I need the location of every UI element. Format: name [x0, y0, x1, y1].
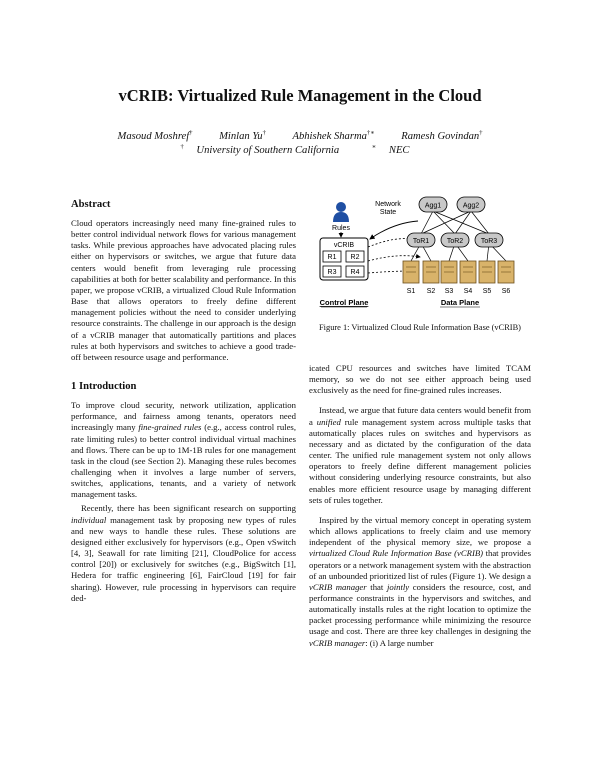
server-icon — [423, 261, 439, 283]
intro-paragraph-1: To improve cloud security, network utilization, application performance, and fairness among tenants, operators need increasingly many fine-grained rules (e.g., access control rules, rate limiting rules) to better control individual virtual machines and flows. There can be up to 1M-1B rules for one management task in the cloud (see Section 2). Managing these rules becomes challenging when it involves a large number of servers, switches, applications, tenants, and a variety of network management tasks. — [71, 400, 296, 500]
tor-switch — [407, 233, 435, 247]
server-icon — [403, 261, 419, 283]
tor-switch — [475, 233, 503, 247]
server-icon — [441, 261, 457, 283]
affiliation-list — [0, 142, 600, 156]
figure-caption: Figure 1: Virtualized Cloud Rule Information Base (vCRIB) — [319, 323, 521, 332]
server-icon — [460, 261, 476, 283]
vcrib-label: vCRIB — [333, 242, 355, 249]
paper-title: vCRIB: Virtualized Rule Management in the Cloud — [118, 86, 482, 105]
rule-box: R2 — [350, 254, 360, 261]
data-plane-label: Data Plane — [440, 298, 480, 307]
svg-text:Agg1: Agg1 — [424, 202, 442, 210]
server-icon — [479, 261, 495, 283]
right-paragraph-0: icated CPU resources and switches have limited TCAM memory, so we do not see either approach being used exclusively as the need for fine-grained rules increases. — [309, 363, 531, 396]
user-icon — [333, 202, 349, 222]
rule-box: R4 — [350, 269, 360, 276]
vcrib-diagram — [308, 195, 533, 315]
rule-box: R3 — [327, 269, 337, 276]
right-paragraph-2: Inspired by the virtual memory concept in operating system which allows applications to freely claim and use memory independent of the physical memory size, we propose a virtualized Cloud Rule Information Base (vCRIB) that provides operators or a network management system with the abstraction of an unbounded prioritized list of rules (Figure 1). We design a vCRIB manager that jointly considers the resource, cost, and performance constraints in the hypervisors and switches, and automatically installs rules at the right location to optimize the packet processing performance while minimizing the resource usage and cost. There are three key challenges in designing the vCRIB manager: (i) A large number — [309, 514, 531, 648]
svg-text:ToR1: ToR1 — [412, 238, 430, 245]
abstract-text: Cloud operators increasingly need many fine-grained rules to better control individual network flows for various management tasks. While previous approaches have advocated placing rules either on hypervisors or switches, we argue that future data centers would benefit from leveraging rule processing capabilities at both for better scalability and performance. In this paper, we propose vCRIB, a virtualized Cloud Rule Information Base that allows operators to freely define different management policies without the need to consider underlying resource constraints. The challenge in our approach is the design of a vCRIB manager that automatically partitions and places rules at both hypervisors and switches to achieve a good trade-off between resource usage and performance. — [71, 218, 296, 362]
tor-switch — [441, 233, 469, 247]
affiliation: † University of Southern California — [180, 143, 340, 156]
svg-text:Agg2: Agg2 — [462, 202, 480, 210]
server-label: S5 — [482, 288, 492, 295]
figure-1 — [308, 195, 533, 315]
author-list — [0, 128, 600, 142]
network-state-label: Network State — [375, 201, 401, 216]
svg-text:ToR2: ToR2 — [446, 238, 464, 245]
control-plane-label: Control Plane — [319, 298, 369, 307]
server-label: S4 — [463, 288, 473, 295]
svg-text:ToR3: ToR3 — [480, 238, 498, 245]
rule-box: R1 — [327, 254, 337, 261]
affiliation: ∗ NEC — [371, 143, 410, 156]
server-label: S1 — [406, 288, 416, 295]
server-icon — [498, 261, 514, 283]
abstract-heading: Abstract — [71, 199, 111, 210]
author: Minlan Yu† — [219, 129, 266, 142]
agg-switch — [457, 197, 485, 212]
server-label: S2 — [426, 288, 436, 295]
rules-label: Rules — [332, 225, 350, 232]
author: Abhishek Sharma†∗ — [292, 129, 375, 142]
intro-paragraph-2: Recently, there has been significant research on supporting individual management task by proposing new types of rules and new ways to handle these rules. These solutions are designed either exclusively for hypervisors (e.g., Open vSwitch [4, 3], Seawall for rate limiting [21], CloudPolice for access control [20]) or exclusively for switches (e.g., BigSwitch [1], Hedera for traffic engineering [6], FairCloud [19] for fair sharing). However, rule processing in hypervisors can require ded- — [71, 503, 296, 603]
author: Masoud Moshref† — [117, 129, 193, 142]
introduction-heading: 1 Introduction — [71, 381, 137, 393]
right-column — [309, 363, 531, 649]
server-label: S3 — [444, 288, 454, 295]
agg-switch — [419, 197, 447, 212]
right-paragraph-1: Instead, we argue that future data centers would benefit from a unified rule management system across multiple tasks that automatically places rules on switches and hypervisors as necessary and as dictated by the configuration of the data center. The unified rule management system not only allows operators to freely define different management policies without considering underlying resource constraints, but also enables more efficient resource usage by managing different sets of rules together. — [309, 405, 532, 505]
author: Ramesh Govindan† — [401, 129, 483, 142]
server-label: S6 — [501, 288, 511, 295]
left-column — [71, 198, 296, 604]
